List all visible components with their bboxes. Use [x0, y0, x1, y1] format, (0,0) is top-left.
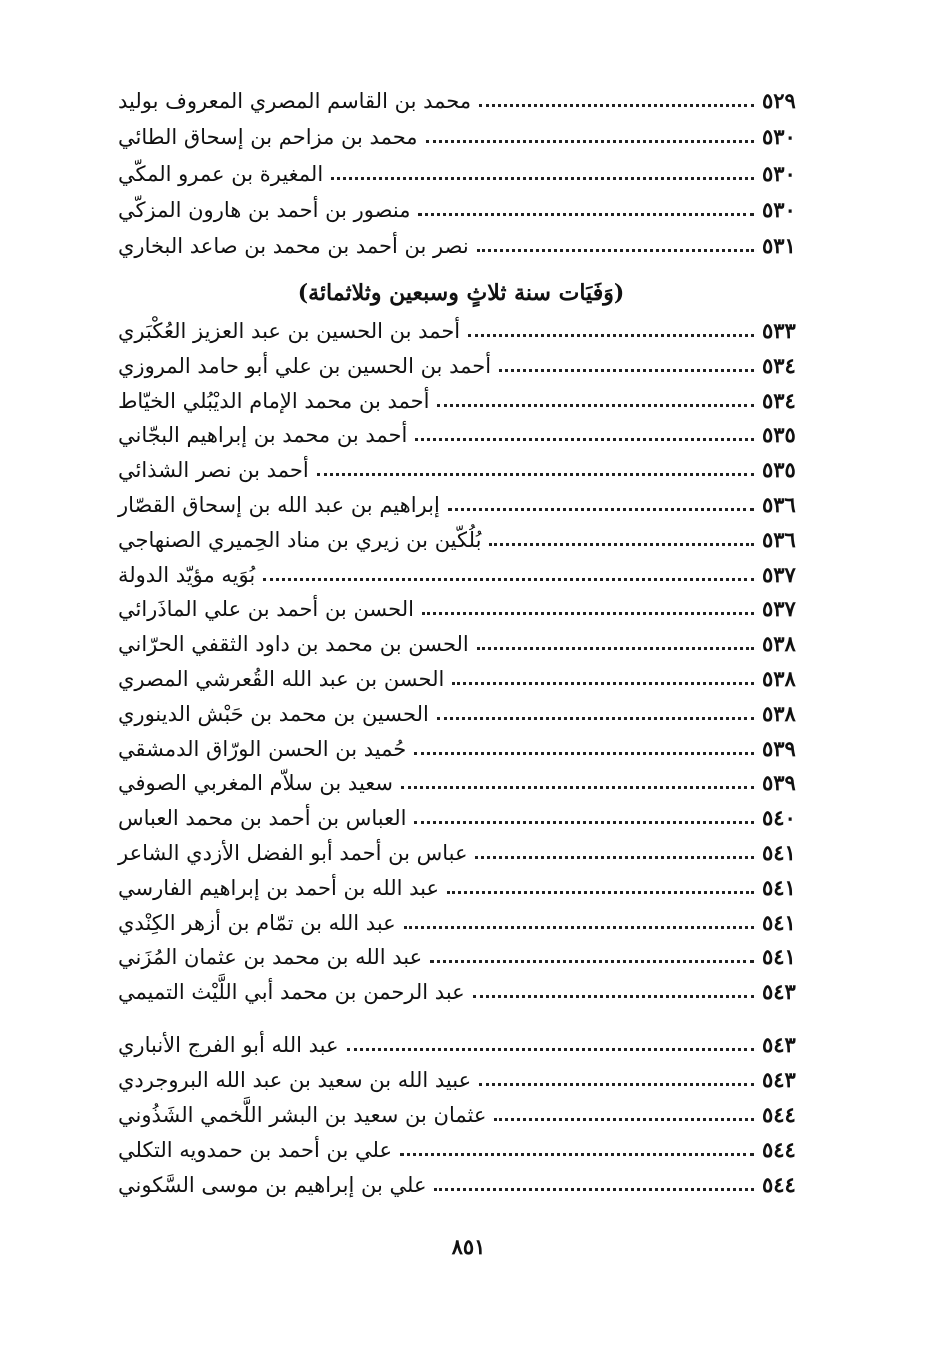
- toc-entry-page: ٥٣٣: [762, 318, 796, 343]
- dot-leader: [452, 682, 754, 685]
- toc-entry-title: عبد الرحمن بن محمد أبي اللَّيْث التميمي: [118, 980, 465, 1005]
- dot-leader: [414, 752, 754, 755]
- toc-entry: [108, 347, 814, 381]
- toc-entry-page: ٥٤٤: [762, 1101, 796, 1127]
- toc-entry: [108, 625, 814, 659]
- toc-entry: [108, 191, 814, 225]
- toc-entry-page: ٥٤٣: [762, 979, 796, 1005]
- toc-entry-title: عبد الله أبو الفرج الأنباري: [118, 1033, 339, 1057]
- toc-entry-page: ٥٣٤: [762, 352, 796, 378]
- toc-entry-title: الحسين بن محمد بن حَبْش الدينوري: [118, 701, 429, 726]
- toc-entry: [108, 1131, 814, 1165]
- toc-entry: [108, 486, 814, 520]
- toc-entry-page: ٥٣١: [762, 233, 796, 259]
- toc-entry-title: عبد الله بن محمد بن عثمان المُزَني: [118, 945, 423, 970]
- toc-entry-title: العباس بن أحمد بن محمد العباس: [118, 806, 407, 831]
- toc-entry: [108, 973, 814, 1007]
- toc-entry-title: عبد الله بن تمّام بن أزهر الكِنْدي: [118, 910, 396, 935]
- dot-leader: [400, 1153, 754, 1156]
- toc-entry: [108, 556, 814, 590]
- toc-entry-page: ٥٤١: [762, 944, 796, 970]
- toc-entry-title: محمد بن القاسم المصري المعروف بوليد: [118, 89, 472, 113]
- toc-entry-title: الحسن بن عبد الله القُعرشي المصري: [118, 667, 445, 691]
- toc-entry: [108, 312, 814, 346]
- toc-entry-title: علي بن إبراهيم بن موسى السَّكوني: [118, 1172, 427, 1197]
- dot-leader: [347, 1048, 754, 1051]
- toc-entry-page: ٥٤٣: [762, 1066, 796, 1092]
- toc-entry-title: سعيد بن سلاّم المغربي الصوفي: [118, 771, 394, 796]
- dot-leader: [479, 104, 754, 107]
- toc-entry-title: إبراهيم بن عبد الله بن إسحاق القصّار: [118, 493, 440, 517]
- dot-leader: [434, 1188, 754, 1191]
- toc-entry-page: ٥٣٠: [762, 124, 796, 150]
- toc-entry-page: ٥٣٦: [762, 526, 796, 552]
- dot-leader: [426, 140, 754, 143]
- toc-entry-title: نصر بن أحمد بن محمد بن صاعد البخاري: [118, 234, 469, 259]
- dot-leader: [263, 578, 754, 581]
- toc-entry: [108, 1061, 814, 1095]
- toc-entry-page: ٥٣٥: [762, 422, 796, 448]
- toc-entry-page: ٥٣٠: [762, 196, 796, 222]
- dot-leader: [477, 647, 754, 650]
- toc-entry-title: عباس بن أحمد أبو الفضل الأزدي الشاعر: [118, 841, 468, 865]
- dot-leader: [415, 438, 754, 441]
- toc-entry: [108, 451, 814, 485]
- toc-entry-page: ٥٤١: [762, 874, 796, 900]
- toc-entry: [108, 382, 814, 416]
- toc-entry-page: ٥٣٠: [762, 160, 796, 186]
- toc-entry-page: ٥٤٤: [762, 1171, 796, 1197]
- toc-entry-page: ٥٣٨: [762, 631, 796, 657]
- dot-leader: [473, 995, 754, 998]
- toc-entry: [108, 834, 814, 868]
- toc-entry-title: بُوَيه مؤيّد الدولة: [118, 562, 256, 587]
- toc-entry-title: أحمد بن الحسين بن علي أبو حامد المروزي: [118, 353, 492, 378]
- toc-entry: [108, 118, 814, 152]
- dot-leader: [437, 717, 754, 720]
- toc-entry-title: بُلُكّين بن زيري بن مناد الحِميري الصنهاجي: [118, 527, 482, 552]
- dot-leader: [468, 334, 754, 337]
- toc-entry-title: أحمد بن محمد بن إبراهيم البجّاني: [118, 423, 408, 448]
- toc-entry: [108, 904, 814, 938]
- toc-entry-page: ٥٣٨: [762, 700, 796, 726]
- toc-entry-page: ٥٤٣: [762, 1032, 796, 1057]
- toc-entry-title: محمد بن مزاحم بن إسحاق الطائي: [118, 125, 418, 150]
- toc-entry-page: ٥٣٩: [762, 770, 796, 796]
- toc-entry-page: ٥٢٩: [762, 88, 796, 113]
- toc-entry-page: ٥٣٧: [762, 561, 796, 587]
- toc-entry-title: المغيرة بن عمرو المكّي: [118, 161, 324, 186]
- toc-entry-title: أحمد بن الحسين بن عبد العزيز العُكْبَري: [118, 319, 461, 343]
- toc-entry-title: أحمد بن نصر الشذائي: [118, 458, 309, 483]
- toc-entry: [108, 590, 814, 624]
- toc-entry-page: ٥٣٧: [762, 596, 796, 622]
- toc-entry: [108, 155, 814, 189]
- toc-entry-page: ٥٤٠: [762, 805, 796, 831]
- toc-entry-title: عثمان بن سعيد بن البشر اللَّخمي الشَذُوني: [118, 1102, 487, 1127]
- toc-entry: [108, 730, 814, 764]
- dot-leader: [331, 177, 754, 180]
- toc-entry: [108, 1026, 814, 1060]
- toc-entry-title: عبد الله بن أحمد بن إبراهيم الفارسي: [118, 875, 440, 900]
- dot-leader: [418, 213, 754, 216]
- toc-entry: [108, 869, 814, 903]
- toc-entry: [108, 227, 814, 261]
- toc-entry: [108, 938, 814, 972]
- toc-entry: [108, 695, 814, 729]
- page-number: ٨٥١: [451, 1234, 486, 1259]
- toc-entry: [108, 799, 814, 833]
- dot-leader: [437, 404, 754, 407]
- toc-entry: [108, 764, 814, 798]
- toc-entry-title: أحمد بن محمد الإمام الديْبُلي الخيّاط: [118, 388, 430, 413]
- dot-leader: [448, 508, 754, 511]
- toc-entry-page: ٥٣٤: [762, 387, 796, 413]
- dot-leader: [430, 960, 754, 963]
- dot-leader: [494, 1118, 754, 1121]
- toc-entry-title: الحسن بن أحمد بن علي الماذَرائي: [118, 597, 414, 622]
- toc-entry-title: حُميد بن الحسن الورّاق الدمشقي: [118, 736, 407, 761]
- toc-entry: [108, 521, 814, 555]
- toc-entry-page: ٥٣٨: [762, 666, 796, 691]
- dot-leader: [447, 891, 754, 894]
- toc-entry-title: منصور بن أحمد بن هارون المزكّي: [118, 197, 411, 222]
- dot-leader: [477, 249, 754, 252]
- toc-entry: [108, 1166, 814, 1200]
- dot-leader: [479, 1083, 754, 1086]
- dot-leader: [414, 821, 754, 824]
- dot-leader: [475, 856, 754, 859]
- toc-entry-title: عبيد الله بن سعيد بن عبد الله البروجردي: [118, 1067, 472, 1092]
- toc-entry: [108, 416, 814, 450]
- dot-leader: [499, 369, 754, 372]
- toc-entry-page: ٥٤١: [762, 909, 796, 935]
- toc-entry-title: علي بن أحمد بن حمدويه التكلي: [118, 1137, 393, 1162]
- toc-entry: [108, 82, 814, 116]
- toc-entry-title: الحسن بن محمد بن داود الثقفي الحرّاني: [118, 632, 469, 657]
- dot-leader: [489, 543, 754, 546]
- dot-leader: [422, 612, 754, 615]
- dot-leader: [404, 926, 754, 929]
- toc-entry-page: ٥٣٩: [762, 735, 796, 761]
- toc-entry: [108, 660, 814, 694]
- dot-leader: [317, 473, 754, 476]
- dot-leader: [401, 786, 754, 789]
- toc-entry-page: ٥٤١: [762, 840, 796, 865]
- toc-entry: [108, 1096, 814, 1130]
- toc-entry-page: ٥٣٥: [762, 457, 796, 483]
- section-heading: (وَفَيَات سنة ثلاثٍ وسبعين وثلاثمائة): [297, 280, 625, 306]
- toc-entry-page: ٥٤٤: [762, 1136, 796, 1162]
- toc-entry-page: ٥٣٦: [762, 492, 796, 517]
